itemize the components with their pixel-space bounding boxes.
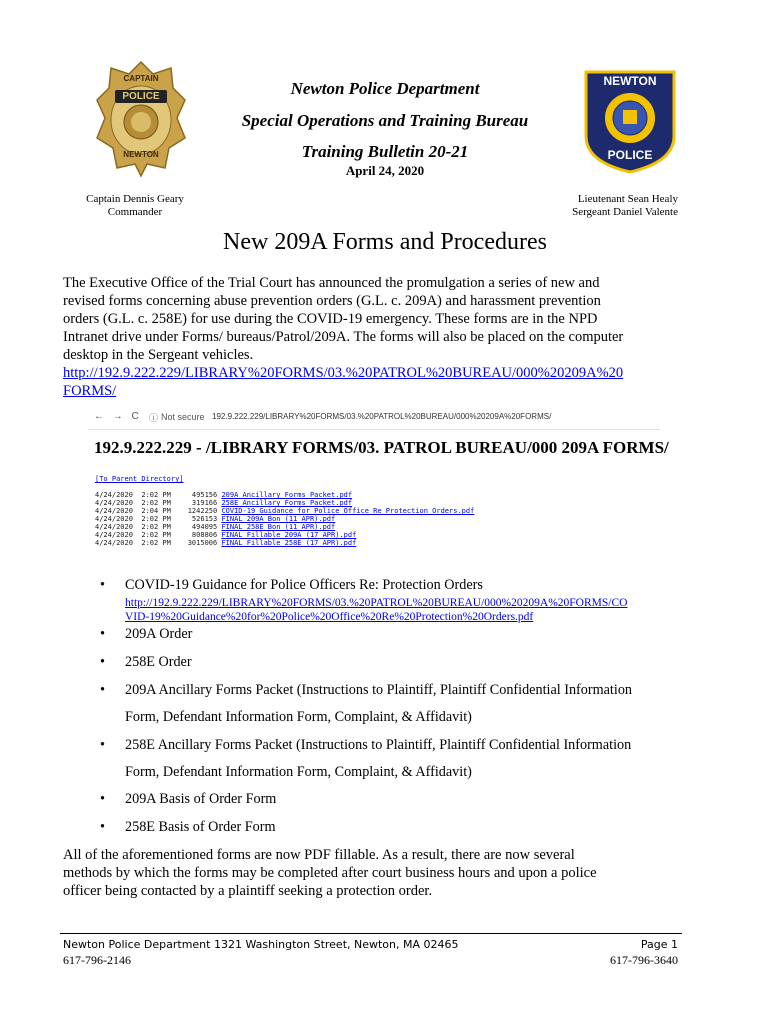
library-link-continued[interactable]: FORMS/ xyxy=(63,383,117,399)
footer-phone-right: 617-796-3640 xyxy=(610,953,678,967)
bullet-icon: • xyxy=(100,791,105,807)
file-link[interactable]: FINAL Fillable 258E (17 APR).pdf xyxy=(221,539,357,547)
file-meta: 4/24/2020 2:02 PM 3015006 xyxy=(95,539,222,547)
directory-row xyxy=(95,491,352,499)
directory-row xyxy=(95,523,335,531)
bullet-text: 258E Basis of Order Form xyxy=(125,819,276,835)
bulletin-number: Training Bulletin 20-21 xyxy=(301,142,469,161)
directory-row xyxy=(95,539,356,547)
file-link[interactable]: FINAL 209A Bon (11 APR).pdf xyxy=(221,515,336,523)
right-officer-name-2: Sergeant Daniel Valente xyxy=(572,206,678,218)
intro-line: Intranet drive under Forms/ bureaus/Patrol/209A. The forms will also be placed on the computer xyxy=(63,329,624,345)
file-link[interactable]: FINAL Fillable 209A (17 APR).pdf xyxy=(221,531,357,539)
bullet-continuation: Form, Defendant Information Form, Complaint, & Affidavit) xyxy=(125,709,472,725)
file-meta: 4/24/2020 2:02 PM 808806 xyxy=(95,531,222,539)
closing-line: officer being contacted by a plaintiff seeking a protection order. xyxy=(63,883,433,899)
address-text[interactable]: 192.9.222.229/LIBRARY%20FORMS/03.%20PATROL%20BUREAU/000%20209A%20FORMS/ xyxy=(212,412,552,421)
file-link[interactable]: 258E Ancillary Forms Packet.pdf xyxy=(221,499,353,507)
file-link[interactable]: COVID-19 Guidance for Police Office Re Protection Orders.pdf xyxy=(221,507,475,515)
file-link[interactable]: FINAL 258E Bon (11 APR).pdf xyxy=(221,523,336,531)
bullet-text: 258E Order xyxy=(125,654,192,670)
directory-row xyxy=(95,531,356,539)
file-link[interactable]: 209A Ancillary Forms Packet.pdf xyxy=(221,491,353,499)
file-meta: 4/24/2020 2:02 PM 526153 xyxy=(95,515,222,523)
intro-line: desktop in the Sergeant vehicles. xyxy=(63,347,254,363)
bureau-name: Special Operations and Training Bureau xyxy=(241,111,529,130)
footer-address: Newton Police Department 1321 Washington Street, Newton, MA 02465 xyxy=(63,938,459,951)
bullet-icon: • xyxy=(100,819,105,835)
footer-phone-left: 617-796-2146 xyxy=(63,953,131,967)
not-secure-label: Not secure xyxy=(161,412,205,422)
directory-row xyxy=(95,515,335,523)
bullet-text: 209A Ancillary Forms Packet (Instructions to Plaintiff, Plaintiff Confidential Information xyxy=(125,682,633,698)
badge-bottom-text: NEWTON xyxy=(123,150,159,159)
parent-directory-link[interactable]: [To Parent Directory] xyxy=(95,475,184,483)
footer-divider xyxy=(60,933,682,934)
library-link[interactable]: http://192.9.222.229/LIBRARY%20FORMS/03.%20PATROL%20BUREAU/000%20209A%20 xyxy=(63,365,624,381)
bullet-text: 209A Basis of Order Form xyxy=(125,791,277,807)
bullet-icon: • xyxy=(100,682,105,698)
closing-line: methods by which the forms may be completed after court business hours and upon a police xyxy=(63,865,597,881)
directory-row xyxy=(95,499,352,507)
bullet-icon: • xyxy=(100,626,105,642)
footer-page-number: Page 1 xyxy=(640,938,678,951)
covid-guidance-link[interactable]: http://192.9.222.229/LIBRARY%20FORMS/03.%20PATROL%20BUREAU/000%20209A%20FORMS/CO xyxy=(125,597,628,609)
bullet-icon: • xyxy=(100,654,105,670)
closing-line: All of the aforementioned forms are now PDF fillable. As a result, there are now several xyxy=(63,847,575,863)
directory-heading: 192.9.222.229 - /LIBRARY FORMS/03. PATROL BUREAU/000 209A FORMS/ xyxy=(94,438,669,457)
patch-top-text: NEWTON xyxy=(603,74,657,88)
bullet-text: 258E Ancillary Forms Packet (Instructions to Plaintiff, Plaintiff Confidential Information xyxy=(125,737,632,753)
closing-paragraph xyxy=(63,846,713,900)
intro-paragraph xyxy=(63,274,713,400)
left-officer-role: Commander xyxy=(107,206,163,218)
file-meta: 4/24/2020 2:02 PM 319166 xyxy=(95,499,222,507)
bulletin-date: April 24, 2020 xyxy=(345,163,425,178)
directory-row xyxy=(95,507,474,515)
bullet-continuation: Form, Defendant Information Form, Complaint, & Affidavit) xyxy=(125,764,472,780)
directory-listing-screenshot xyxy=(88,407,669,567)
department-name: Newton Police Department xyxy=(290,79,480,98)
right-officer-name-1: Lieutenant Sean Healy xyxy=(577,193,678,205)
bullet-icon: • xyxy=(100,577,105,593)
covid-guidance-link-continued[interactable]: VID-19%20Guidance%20for%20Police%20Office%20Re%20Protection%20Orders.pdf xyxy=(125,611,534,623)
browser-address-bar xyxy=(88,407,660,430)
file-meta: 4/24/2020 2:02 PM 495156 xyxy=(95,491,222,499)
info-icon: ⓘ xyxy=(149,413,159,423)
browser-nav-icons[interactable]: ← → C xyxy=(94,411,142,422)
badge-police-text: POLICE xyxy=(122,91,160,102)
file-meta: 4/24/2020 2:02 PM 494095 xyxy=(95,523,222,531)
badge-top-text: CAPTAIN xyxy=(123,74,159,83)
patch-bottom-text: POLICE xyxy=(607,148,653,162)
intro-line: orders (G.L. c. 258E) for use during the COVID-19 emergency. These forms are in the NPD xyxy=(63,311,598,327)
left-officer-name: Captain Dennis Geary xyxy=(86,193,184,205)
intro-line: The Executive Office of the Trial Court has announced the promulgation a series of new and xyxy=(63,275,600,291)
bullet-text: 209A Order xyxy=(125,626,193,642)
intro-line: revised forms concerning abuse prevention orders (G.L. c. 209A) and harassment prevention xyxy=(63,293,601,309)
bullet-text: COVID-19 Guidance for Police Officers Re: Protection Orders xyxy=(125,577,483,593)
file-meta: 4/24/2020 2:04 PM 1242250 xyxy=(95,507,222,515)
bullet-icon: • xyxy=(100,737,105,753)
page-title: New 209A Forms and Procedures xyxy=(223,229,547,255)
